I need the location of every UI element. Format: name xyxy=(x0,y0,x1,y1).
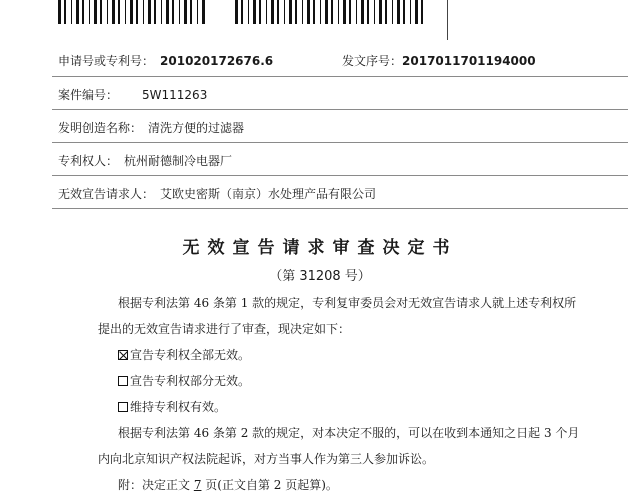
application-number-value: 201020172676.6 xyxy=(160,54,274,68)
barcode-bar xyxy=(421,0,423,24)
barcode-bar xyxy=(76,0,79,24)
barcode-bar xyxy=(154,0,156,24)
requester-label: 无效宣告请求人： xyxy=(58,187,155,201)
barcode-bar xyxy=(253,0,256,24)
checkbox-checked-icon[interactable] xyxy=(118,350,128,360)
option-invalid-partial[interactable] xyxy=(118,372,250,389)
option-label: 宣告专利权全部无效。 xyxy=(130,348,251,362)
paragraph-1-line-2: 提出的无效宣告请求进行了审查，现决定如下： xyxy=(98,322,351,336)
barcode-bar xyxy=(313,0,315,24)
barcode-bar xyxy=(166,0,169,24)
barcode-bar xyxy=(82,0,84,24)
barcode-bar xyxy=(107,0,108,24)
barcode-bar xyxy=(100,0,102,24)
barcode-bar xyxy=(403,0,405,24)
barcode-bar xyxy=(130,0,133,24)
attachment-pages: 7 xyxy=(193,478,202,492)
barcode-bar xyxy=(385,0,387,24)
barcode-bar xyxy=(338,0,339,24)
option-maintain-valid[interactable] xyxy=(118,398,226,415)
attachment-note xyxy=(118,476,338,493)
barcode-bar xyxy=(197,0,198,24)
barcode-bar xyxy=(58,0,61,24)
patentee-label: 专利权人： xyxy=(58,154,119,168)
divider xyxy=(52,142,628,143)
barcode-bar xyxy=(266,0,267,24)
barcode-bar xyxy=(392,0,393,24)
barcode-bar xyxy=(277,0,279,24)
option-label: 宣告专利权部分无效。 xyxy=(130,374,251,388)
barcode-bar xyxy=(248,0,249,24)
application-number-field xyxy=(58,52,273,69)
divider xyxy=(52,76,628,77)
barcode-bar xyxy=(136,0,138,24)
barcode-bar xyxy=(190,0,192,24)
barcode-bar xyxy=(374,0,375,24)
barcode-bar xyxy=(410,0,411,24)
barcode-bar xyxy=(64,0,66,24)
barcode-bar xyxy=(161,0,162,24)
document-title: 无效宣告请求审查决定书 xyxy=(182,238,458,258)
invention-name-field xyxy=(58,119,244,136)
barcode-bar xyxy=(343,0,346,24)
case-number-label: 案件编号： xyxy=(58,88,119,102)
barcode-bar xyxy=(289,0,292,24)
barcode-bar xyxy=(397,0,400,24)
barcode-bar xyxy=(307,0,310,24)
attachment-prefix: 附：决定正文 xyxy=(118,478,194,492)
paragraph-2-line-2: 内向北京知识产权法院起诉，对方当事人作为第三人参加诉讼。 xyxy=(98,452,435,466)
divider xyxy=(52,175,628,176)
barcode-bar xyxy=(302,0,303,24)
barcode-bar xyxy=(125,0,126,24)
barcode-bar xyxy=(295,0,297,24)
barcode-bar xyxy=(415,0,418,24)
requester-value: 艾欧史密斯（南京）水处理产品有限公司 xyxy=(160,187,377,201)
barcode-bar xyxy=(271,0,274,24)
option-label: 维持专利权有效。 xyxy=(130,400,227,414)
patentee-value: 杭州耐德制冷电器厂 xyxy=(124,154,233,168)
barcode-bar xyxy=(112,0,115,24)
checkbox-icon[interactable] xyxy=(118,402,128,412)
serial-number-field xyxy=(342,52,536,69)
barcode-bar xyxy=(320,0,321,24)
barcode-right xyxy=(235,0,428,24)
case-number-field xyxy=(58,86,207,103)
barcode-bar xyxy=(148,0,151,24)
barcode-bar xyxy=(179,0,180,24)
case-number-value: 5W111263 xyxy=(142,88,208,102)
checkbox-icon[interactable] xyxy=(118,376,128,386)
divider xyxy=(52,109,628,110)
barcode-bar xyxy=(118,0,120,24)
invention-name-value: 清洗方便的过滤器 xyxy=(148,121,245,135)
barcode-bar xyxy=(367,0,369,24)
paragraph-2-line-1: 根据专利法第 46 条第 2 款的规定，对本决定不服的，可以在收到本通知之日起 3 个月 xyxy=(118,426,580,440)
barcode-bar xyxy=(71,0,72,24)
barcode-bar xyxy=(172,0,174,24)
patentee-field xyxy=(58,152,232,169)
barcode-bar xyxy=(349,0,351,24)
barcode-bar xyxy=(235,0,238,24)
serial-number-label: 发文序号： xyxy=(342,54,403,68)
divider xyxy=(52,208,628,209)
requester-field xyxy=(58,185,376,202)
option-invalid-all[interactable] xyxy=(118,346,250,363)
barcode-bar xyxy=(361,0,364,24)
barcode-bar xyxy=(184,0,187,24)
serial-number-value: 2017011701194000 xyxy=(402,54,536,68)
barcode-bar xyxy=(94,0,97,24)
attachment-suffix: 页(正文自第 2 页起算)。 xyxy=(201,478,338,492)
barcode-bar xyxy=(259,0,261,24)
barcode-bar xyxy=(284,0,285,24)
barcode-bar xyxy=(89,0,90,24)
invention-name-label: 发明创造名称： xyxy=(58,121,143,135)
barcode-bar xyxy=(143,0,144,24)
barcode-bar xyxy=(241,0,243,24)
barcode-bar xyxy=(202,0,205,24)
barcode-bar xyxy=(379,0,382,24)
decision-number: （第 31208 号） xyxy=(269,269,371,284)
application-number-label: 申请号或专利号： xyxy=(58,54,155,68)
barcode-left xyxy=(58,0,208,24)
paragraph-1-line-1: 根据专利法第 46 条第 1 款的规定，专利复审委员会对无效宣告请求人就上述专利权所 xyxy=(118,296,577,310)
barcode-bar xyxy=(331,0,333,24)
barcode-bar xyxy=(325,0,328,24)
margin-line xyxy=(447,0,448,40)
barcode-bar xyxy=(356,0,357,24)
